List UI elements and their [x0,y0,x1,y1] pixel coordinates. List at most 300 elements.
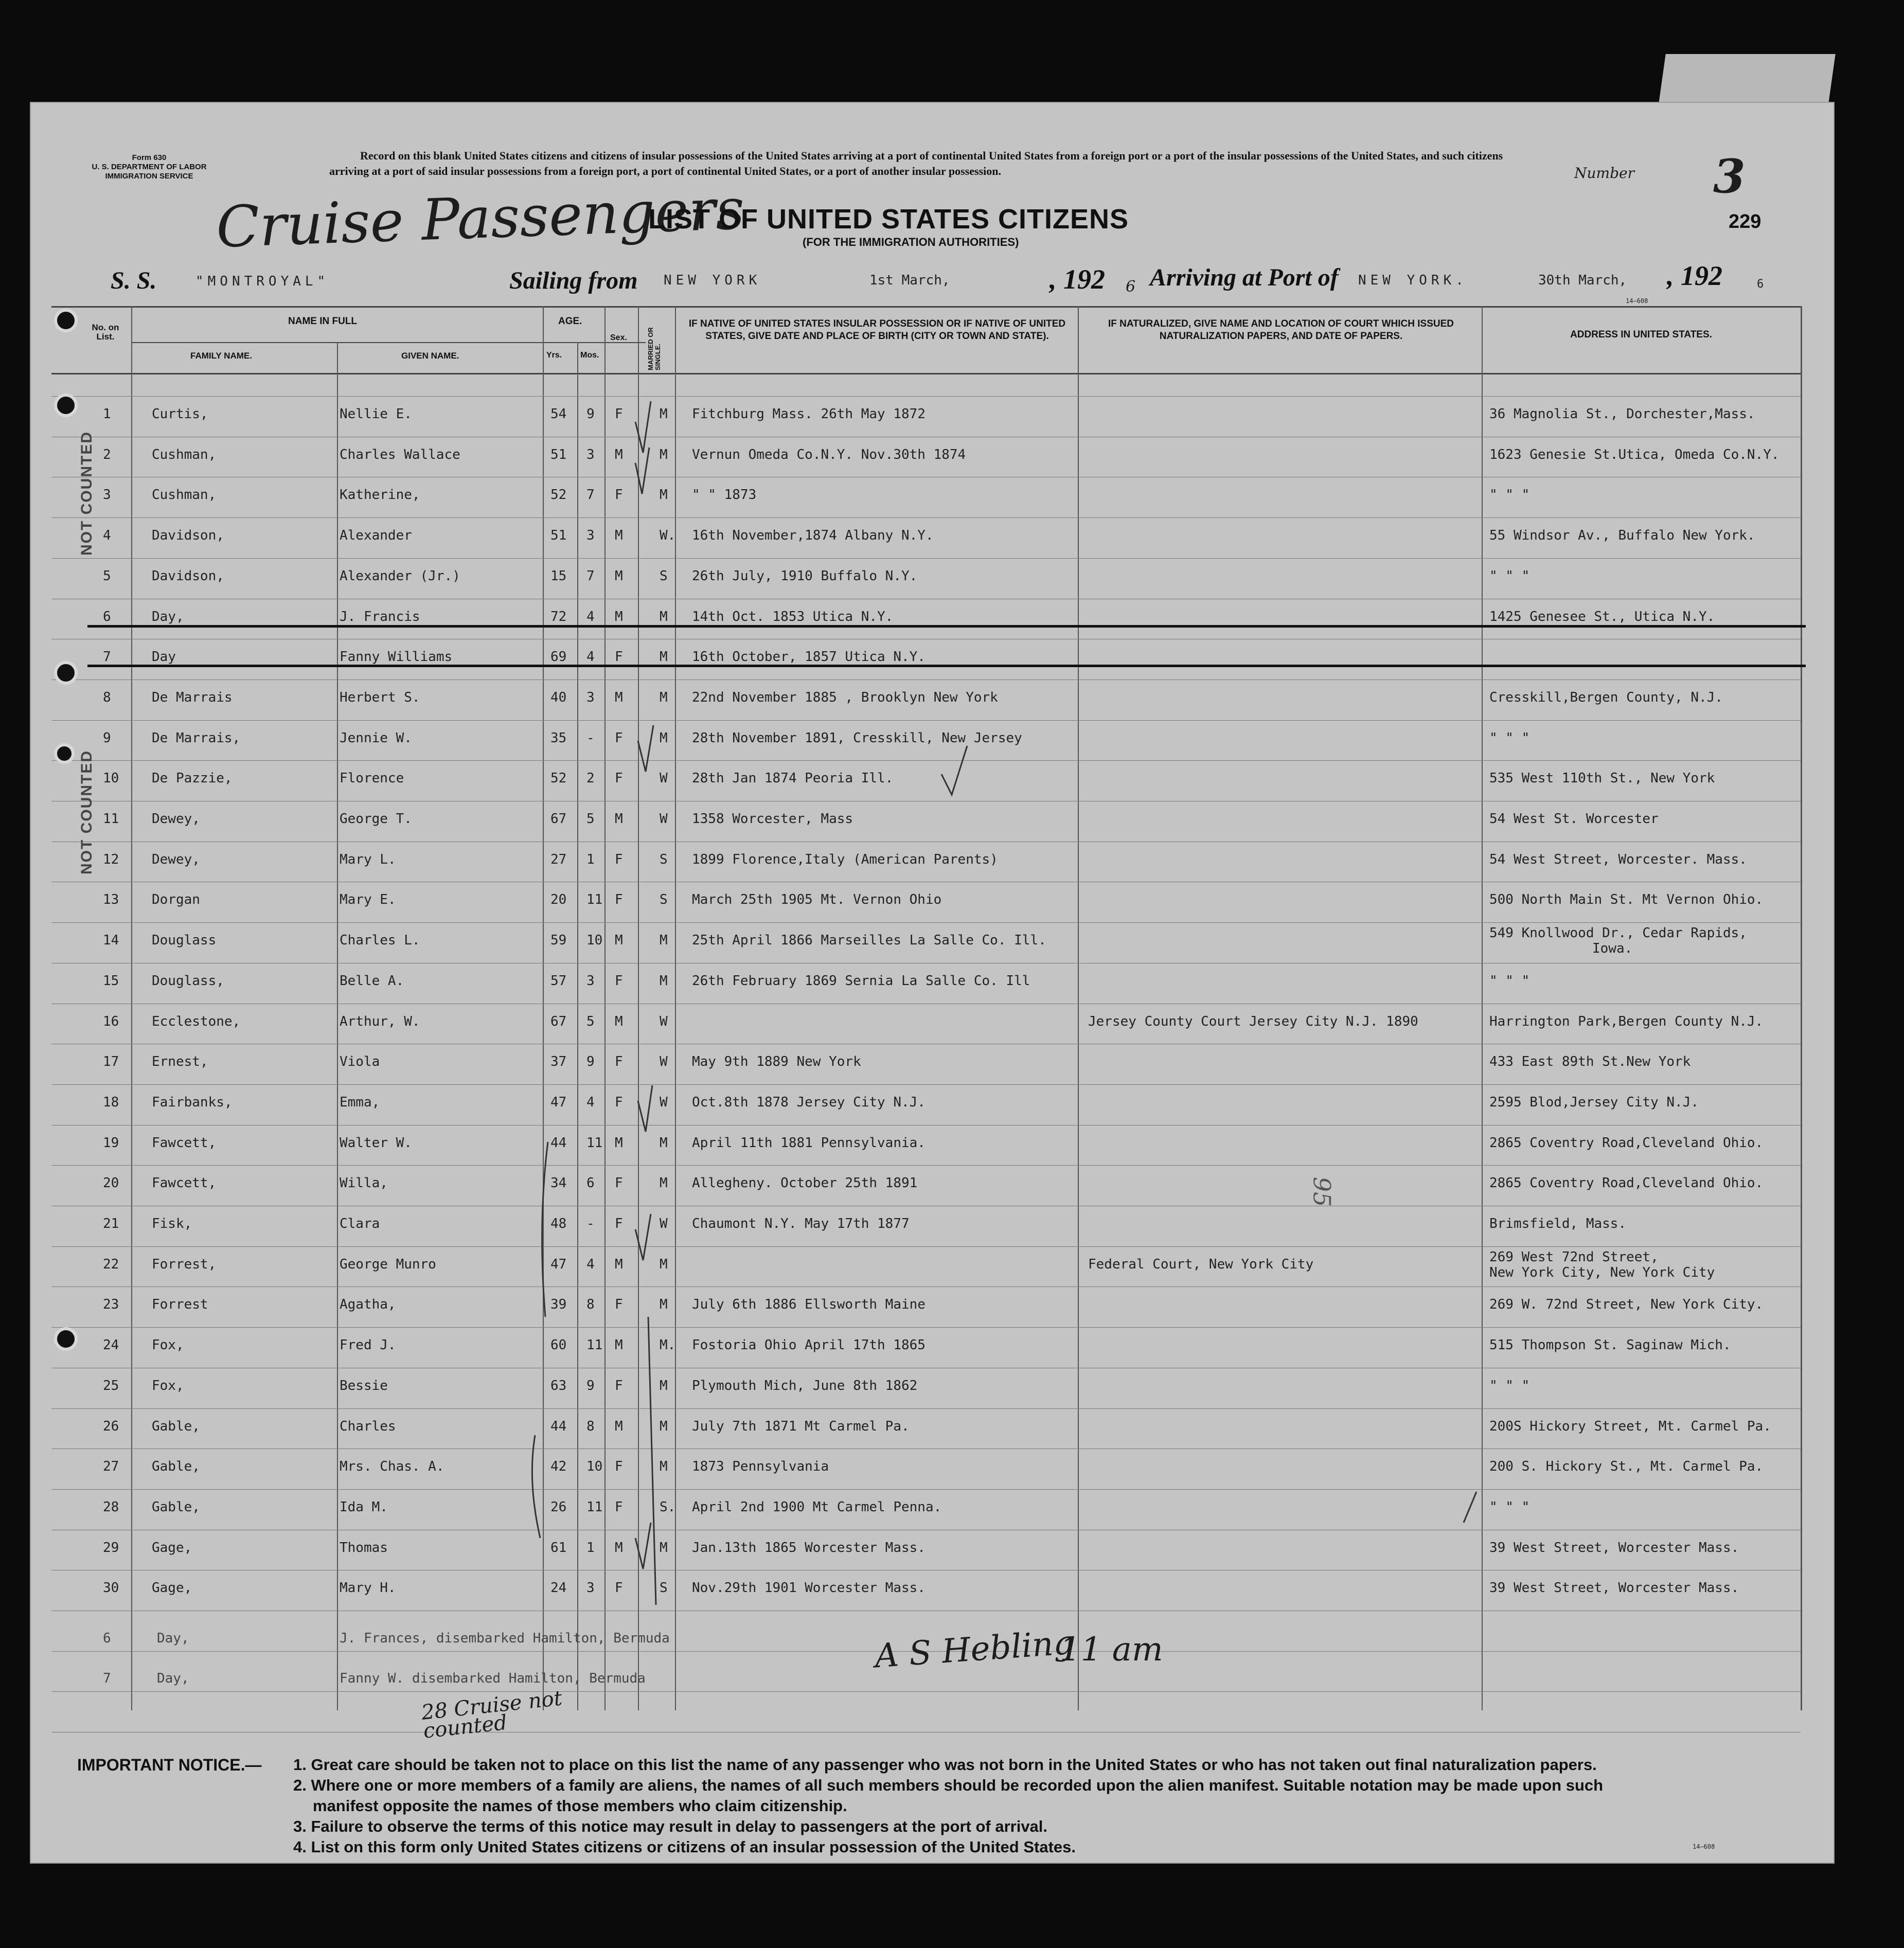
family-name: Curtis, [152,406,208,422]
address: 1623 Genesie St.Utica, Omeda Co.N.Y. [1489,447,1780,462]
binder-hole-icon [54,394,78,417]
given-name: Agatha, [340,1297,396,1312]
age-months: 2 [586,771,595,786]
check-mark-icon [648,1317,656,1605]
age-years: 35 [550,730,567,746]
arriving-year: , 192 [1667,260,1722,291]
age-years: 54 [550,406,567,422]
given-name: George Munro [340,1257,436,1272]
sailing-year: , 192 [1049,264,1105,295]
header-family-name: FAMILY NAME. [190,351,252,361]
marital-status: W [660,771,668,786]
family-name: De Marrais, [152,730,241,746]
sex: M [615,447,623,462]
address: 269 West 72nd Street, [1489,1249,1659,1265]
form-number: Form 630 [132,153,167,162]
family-name: Cushman, [152,487,217,503]
marital-status: W [660,811,668,827]
age-years: 67 [550,811,567,827]
family-name: Dorgan [152,892,200,907]
notice-item: 3. Failure to observe the terms of this notice may result in delay to passengers at the port of arrival. [293,1817,1048,1835]
age-years: 51 [550,447,567,462]
address: 433 East 89th St.New York [1489,1054,1691,1069]
sex: F [615,1297,623,1312]
given-name: Charles Wallace [340,447,460,462]
given-name: Florence [340,771,404,786]
family-name: Forrest, [152,1257,217,1272]
address: Cresskill,Bergen County, N.J. [1489,690,1723,705]
given-name: Fred J. [340,1337,396,1353]
address: 1425 Genesee St., Utica N.Y. [1489,609,1715,624]
age-years: 24 [550,1580,567,1596]
age-months: 3 [586,447,595,462]
address: " " " [1489,730,1530,746]
age-months: 3 [586,1580,595,1596]
service-name: IMMIGRATION SERVICE [105,172,193,181]
sex: F [615,1499,623,1515]
row-number: 2 [103,447,111,462]
sailing-year-suffix: 6 [1126,278,1136,296]
handwritten-note: 28 Cruise not counted [420,1686,563,1743]
family-name: Fisk, [152,1216,192,1231]
sex: M [615,811,623,827]
header-address: ADDRESS IN UNITED STATES. [1570,329,1712,340]
given-name: Mary L. [340,852,396,867]
address: 500 North Main St. Mt Vernon Ohio. [1489,892,1764,907]
given-name: Nellie E. [340,406,412,422]
family-name: Gable, [152,1419,200,1434]
row-number: 12 [103,852,119,867]
binder-hole-icon [54,743,75,764]
age-years: 26 [550,1499,567,1515]
sex: F [615,973,623,989]
age-months: 10 [586,933,603,948]
form-code-top: 14—608 [1626,297,1648,305]
age-years: 15 [550,568,567,584]
address: 2865 Coventry Road,Cleveland Ohio. [1489,1175,1764,1191]
family-name: Gage, [152,1580,192,1596]
sex: M [615,528,623,543]
birth-info: 16th October, 1857 Utica N.Y. [692,649,926,665]
birth-info: 26th February 1869 Sernia La Salle Co. Ill [692,973,1030,989]
given-name: Belle A. [340,973,404,989]
sex: F [615,1459,623,1474]
birth-info: April 2nd 1900 Mt Carmel Penna. [692,1499,942,1515]
family-name: Day, [152,609,184,624]
header-name-in-full: NAME IN FULL [288,316,358,327]
family-name: Dewey, [152,852,200,867]
birth-info: July 7th 1871 Mt Carmel Pa. [692,1419,910,1434]
age-months: 4 [586,649,595,665]
age-years: 61 [550,1540,567,1556]
inspector-signature: A S Hebling [873,1623,1076,1676]
family-name: Davidson, [152,568,224,584]
family-name: Day [152,649,176,665]
sex: M [615,1135,623,1151]
age-years: 34 [550,1175,567,1191]
address: " " " [1489,973,1530,989]
sailing-port: NEW YORK [664,273,761,288]
given-name: Mary H. [340,1580,396,1596]
birth-info: 28th Jan 1874 Peoria Ill. [692,771,894,786]
given-name: Mary E. [340,892,396,907]
row-number: 28 [103,1499,119,1515]
marital-status: W [660,1216,668,1231]
family-name: Dewey, [152,811,200,827]
marital-status: M [660,1378,668,1393]
birth-info: Vernun Omeda Co.N.Y. Nov.30th 1874 [692,447,966,462]
arriving-port: NEW YORK. [1358,273,1468,288]
notice-item: 2. Where one or more members of a family are aliens, the names of all such members should be recorded upon the alien manifest. Suitable notation may be made upon such [293,1776,1604,1794]
given-name: Herbert S. [340,690,420,705]
naturalization-info: Federal Court, New York City [1088,1257,1314,1272]
address: 2595 Blod,Jersey City N.J. [1489,1095,1699,1110]
footnote-family: Day, [157,1631,189,1646]
row-number: 19 [103,1135,119,1151]
page-stamp: 229 [1729,211,1761,233]
age-months: 7 [586,487,595,503]
naturalization-info: Jersey County Court Jersey City N.J. 1890 [1088,1014,1418,1029]
age-months: 1 [586,852,595,867]
sex: F [615,1095,623,1110]
age-months: 11 [586,892,603,907]
birth-info: Nov.29th 1901 Worcester Mass. [692,1580,926,1596]
age-months: 10 [586,1459,603,1474]
row-number: 13 [103,892,119,907]
age-months: 11 [586,1135,603,1151]
department-name: U. S. DEPARTMENT OF LABOR [92,163,207,171]
age-years: 42 [550,1459,567,1474]
address: 515 Thompson St. Saginaw Mich. [1489,1337,1731,1353]
given-name: Mrs. Chas. A. [340,1459,444,1474]
footnote-no: 6 [103,1631,111,1646]
given-name: Arthur, W. [340,1014,420,1029]
age-years: 67 [550,1014,567,1029]
header-naturalized: IF NATURALIZED, GIVE NAME AND LOCATION OF COURT WHICH ISSUED NATURALIZATION PAPERS, AND DATE OF PAPERS. [1108,318,1454,342]
page-title: LIST OF UNITED STATES CITIZENS [648,204,1129,235]
age-months: 6 [586,1175,595,1191]
age-months: 3 [586,690,595,705]
header-given-name: GIVEN NAME. [401,351,459,361]
marital-status: M [660,1257,668,1272]
family-name: Ecclestone, [152,1014,241,1029]
birth-info: Chaumont N.Y. May 17th 1877 [692,1216,910,1231]
sex: F [615,406,623,422]
age-months: 7 [586,568,595,584]
address: 269 W. 72nd Street, New York City. [1489,1297,1764,1312]
number-label: Number [1574,165,1634,182]
marital-status: S [660,568,668,584]
sex: F [615,1580,623,1596]
row-number: 21 [103,1216,119,1231]
check-mark-icon [635,401,651,453]
age-months: 5 [586,811,595,827]
check-mark-icon [638,1085,652,1132]
age-years: 52 [550,487,567,503]
address: Brimsfield, Mass. [1489,1216,1627,1231]
marital-status: W [660,1054,668,1069]
footnote-text: Fanny W. disembarked Hamilton, Bermuda [340,1671,646,1686]
footnote-no: 7 [103,1671,111,1686]
notice-item: 1. Great care should be taken not to place on this list the name of any passenger who was not born in the United States or who has not taken out final naturalization papers. [293,1756,1597,1774]
address: 535 West 110th St., New York [1489,771,1715,786]
family-name: Gable, [152,1499,200,1515]
marital-status: M [660,406,668,422]
given-name: Katherine, [340,487,420,503]
sex: M [615,1419,623,1434]
row-number: 3 [103,487,111,503]
family-name: Douglass [152,933,217,948]
sex: F [615,852,623,867]
age-months: 11 [586,1499,603,1515]
check-mark-icon [638,725,653,772]
age-years: 37 [550,1054,567,1069]
given-name: Alexander (Jr.) [340,568,460,584]
family-name: Gable, [152,1459,200,1474]
row-number: 5 [103,568,111,584]
age-months: 4 [586,1095,595,1110]
address: " " " [1489,1378,1530,1393]
address: " " " [1489,487,1530,503]
family-name: Fawcett, [152,1175,217,1191]
header-sex: Sex. [610,333,627,342]
given-name: Willa, [340,1175,388,1191]
marital-status: S [660,892,668,907]
not-counted-stamp: NOT COUNTED [78,431,95,556]
given-name: J. Francis [340,609,420,624]
birth-info: " " 1873 [692,487,757,503]
given-name: Ida M. [340,1499,388,1515]
footnote-text: J. Frances, disembarked Hamilton, Bermuda [340,1631,670,1646]
age-years: 63 [550,1378,567,1393]
row-number: 11 [103,811,119,827]
age-years: 20 [550,892,567,907]
address: " " " [1489,568,1530,584]
age-years: 40 [550,690,567,705]
header-married: MARRIED OR SINGLE. [647,327,662,370]
form-code-bottom: 14—608 [1693,1843,1715,1850]
given-name: Walter W. [340,1135,412,1151]
sex: M [615,609,623,624]
age-months: - [586,730,595,746]
row-number: 10 [103,771,119,786]
marital-status: S. [660,1499,676,1515]
notice-item: 4. List on this form only United States citizens or citizens of an insular possession of the United States. [293,1838,1076,1856]
row-number: 8 [103,690,111,705]
age-months: 8 [586,1297,595,1312]
check-mark-icon [635,1523,651,1569]
age-years: 48 [550,1216,567,1231]
age-years: 52 [550,771,567,786]
arriving-label: Arriving at Port of [1150,264,1339,291]
birth-info: May 9th 1889 New York [692,1054,861,1069]
birth-info: 22nd November 1885 , Brooklyn New York [692,690,998,705]
age-months: 5 [586,1014,595,1029]
arriving-year-suffix: 6 [1757,278,1764,291]
marital-status: M [660,730,668,746]
given-name: Jennie W. [340,730,412,746]
sailing-label: Sailing from [509,267,638,294]
age-months: 4 [586,609,595,624]
not-counted-stamp: NOT COUNTED [78,750,95,874]
marital-status: M [660,1419,668,1434]
row-number: 26 [103,1419,119,1434]
address: 39 West Street, Worcester Mass. [1489,1580,1739,1596]
bracket-icon [542,1142,548,1317]
arriving-date: 30th March, [1538,273,1627,288]
row-number: 17 [103,1054,119,1069]
birth-info: 16th November,1874 Albany N.Y. [692,528,934,543]
age-years: 69 [550,649,567,665]
row-number: 7 [103,649,111,665]
sex: F [615,487,623,503]
row-number: 1 [103,406,111,422]
row-number: 18 [103,1095,119,1110]
sailing-date: 1st March, [869,273,950,288]
family-name: Fox, [152,1378,184,1393]
birth-info: Jan.13th 1865 Worcester Mass. [692,1540,926,1556]
row-number: 4 [103,528,111,543]
sex: M [615,1257,623,1272]
age-months: 3 [586,973,595,989]
marital-status: M [660,1135,668,1151]
age-years: 44 [550,1135,567,1151]
age-months: 3 [586,528,595,543]
sex: M [615,1337,623,1353]
birth-info: April 11th 1881 Pennsylvania. [692,1135,926,1151]
binder-hole-icon [54,1327,78,1351]
given-name: Clara [340,1216,380,1231]
check-mark-icon [635,448,649,494]
family-name: De Pazzie, [152,771,233,786]
given-name: George T. [340,811,412,827]
marital-status: M [660,649,668,665]
age-years: 72 [550,609,567,624]
age-years: 47 [550,1095,567,1110]
bracket-icon [532,1435,540,1538]
age-months: 9 [586,1054,595,1069]
address: " " " [1489,1499,1530,1515]
age-months: 9 [586,1378,595,1393]
marital-status: M [660,933,668,948]
birth-info: 1873 Pennsylvania [692,1459,829,1474]
family-name: Gage, [152,1540,192,1556]
marital-status: S [660,1580,668,1596]
header-no: No. on List. [92,323,119,342]
check-mark-icon [1464,1492,1476,1523]
address: 200S Hickory Street, Mt. Carmel Pa. [1489,1419,1771,1434]
birth-info: July 6th 1886 Ellsworth Maine [692,1297,926,1312]
age-years: 51 [550,528,567,543]
age-years: 59 [550,933,567,948]
marital-status: M [660,487,668,503]
sex: M [615,933,623,948]
address: 55 Windsor Av., Buffalo New York. [1489,528,1755,543]
address: 39 West Street, Worcester Mass. [1489,1540,1739,1556]
page-subtitle: (FOR THE IMMIGRATION AUTHORITIES) [803,236,1019,248]
row-number: 22 [103,1257,119,1272]
family-name: Ernest, [152,1054,208,1069]
birth-info: 1358 Worcester, Mass [692,811,853,827]
sex: F [615,1378,623,1393]
family-name: Douglass, [152,973,224,989]
time-note: 11 am [1060,1631,1163,1669]
row-number: 9 [103,730,111,746]
age-months: 11 [586,1337,603,1353]
marital-status: M [660,1540,668,1556]
family-name: De Marrais [152,690,233,705]
address: 549 Knollwood Dr., Cedar Rapids, [1489,925,1747,941]
birth-info: Allegheny. October 25th 1891 [692,1175,918,1191]
row-number: 24 [103,1337,119,1353]
birth-info: Plymouth Mich, June 8th 1862 [692,1378,918,1393]
age-months: 8 [586,1419,595,1434]
birth-info: 25th April 1866 Marseilles La Salle Co. Ill. [692,933,1046,948]
ship-name: "MONTROYAL" [195,274,330,289]
age-months: 9 [586,406,595,422]
sex: M [615,1014,623,1029]
address: 200 S. Hickory St., Mt. Carmel Pa. [1489,1459,1764,1474]
address: 2865 Coventry Road,Cleveland Ohio. [1489,1135,1764,1151]
age-years: 57 [550,973,567,989]
sex: M [615,568,623,584]
marital-status: M [660,609,668,624]
sex: F [615,1175,623,1191]
marital-status: M [660,1175,668,1191]
header-mos: Mos. [580,351,599,360]
notice-heading: IMPORTANT NOTICE.— [77,1756,262,1774]
address: 54 West Street, Worcester. Mass. [1489,852,1747,867]
family-name: Forrest [152,1297,208,1312]
row-number: 20 [103,1175,119,1191]
check-mark-icon [635,1214,651,1260]
birth-info: 26th July, 1910 Buffalo N.Y. [692,568,918,584]
row-number: 15 [103,973,119,989]
binder-hole-icon [54,661,78,685]
family-name: Fawcett, [152,1135,217,1151]
sex: F [615,730,623,746]
marital-status: S [660,852,668,867]
given-name: Viola [340,1054,380,1069]
notice-item: manifest opposite the names of those members who claim citizenship. [313,1797,847,1815]
family-name: Fairbanks, [152,1095,233,1110]
row-number: 16 [103,1014,119,1029]
family-name: Fox, [152,1337,184,1353]
binder-hole-icon [54,309,78,332]
row-number: 6 [103,609,111,624]
address: 54 West St. Worcester [1489,811,1659,827]
check-mark-icon [941,746,967,795]
marital-status: M [660,1459,668,1474]
birth-info: Fitchburg Mass. 26th May 1872 [692,406,926,422]
birth-info: March 25th 1905 Mt. Vernon Ohio [692,892,942,907]
number-value: 3 [1713,149,1746,204]
row-number: 25 [103,1378,119,1393]
address-line-2: New York City, New York City [1489,1265,1715,1280]
row-number: 14 [103,933,119,948]
age-years: 39 [550,1297,567,1312]
given-name: Fanny Williams [340,649,453,665]
age-years: 47 [550,1257,567,1272]
given-name: Bessie [340,1378,388,1393]
age-months: - [586,1216,595,1231]
header-age: AGE. [558,316,582,327]
marital-status: W [660,1014,668,1029]
birth-info: Fostoria Ohio April 17th 1865 [692,1337,926,1353]
header-yrs: Yrs. [546,351,562,360]
sex: F [615,649,623,665]
marital-status: M [660,447,668,462]
